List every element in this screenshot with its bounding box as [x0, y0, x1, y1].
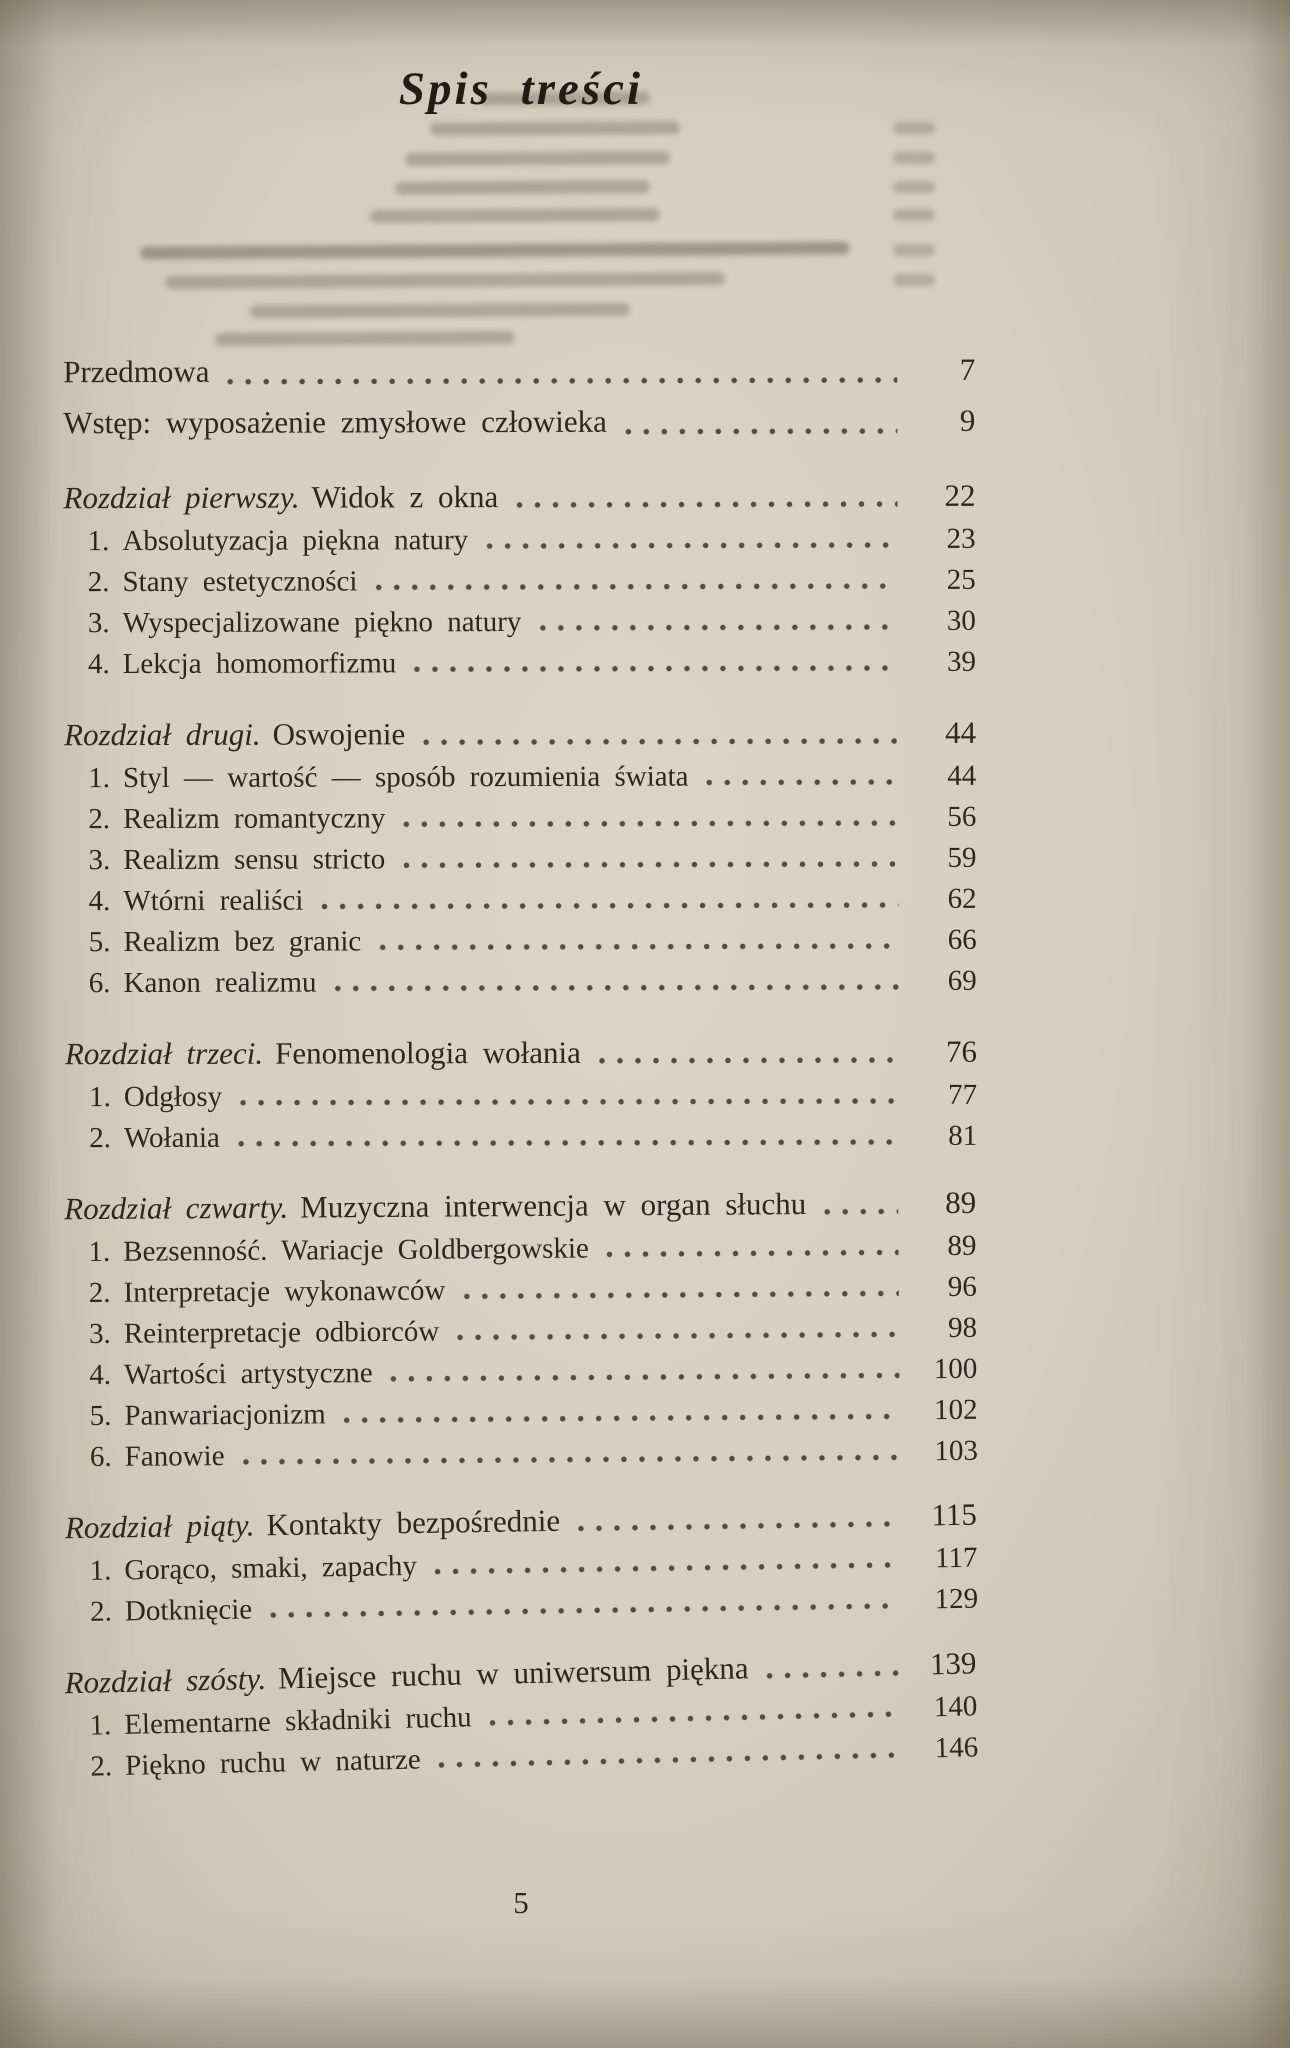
toc-chapter-section [65, 1492, 979, 1634]
toc-entry [64, 519, 976, 562]
toc-entry-label [90, 1436, 225, 1478]
toc-chapter-section [63, 473, 976, 685]
toc-entry-label [90, 1589, 253, 1632]
dot-leader [488, 1708, 900, 1729]
toc-entry-page: 102 [934, 1393, 978, 1427]
toc-entry [64, 756, 976, 799]
bleedthrough-line [215, 331, 515, 346]
chapter-prefix: Rozdział piąty. [64, 1507, 255, 1546]
item-number: 6. [89, 1440, 112, 1474]
bleedthrough-line [893, 244, 935, 256]
dot-leader [765, 1667, 899, 1682]
toc-entry-page: 115 [931, 1496, 978, 1533]
toc-entry-page: 89 [945, 1184, 977, 1221]
toc-entry-label: Wstęp: wyposażenie zmysłowe człowieka [63, 403, 607, 441]
table-of-contents [63, 344, 979, 1788]
dot-leader [514, 498, 897, 511]
dot-leader [268, 1600, 900, 1621]
item-title: Gorąco, smaki, zapachy [124, 1549, 418, 1587]
toc-entry [64, 797, 976, 840]
toc-entry [65, 1116, 977, 1159]
bleedthrough-line [430, 121, 680, 136]
bleedthrough-line [893, 122, 935, 134]
toc-chapter-heading [64, 710, 976, 758]
toc-entry [65, 1349, 977, 1396]
toc-entry-page: 69 [947, 964, 977, 997]
item-number: 4. [88, 885, 111, 918]
toc-entry-label [88, 839, 385, 881]
toc-chapter-section [64, 710, 977, 1004]
bleedthrough-line [893, 274, 935, 286]
toc-entry-label [63, 474, 498, 521]
toc-entry [65, 1075, 977, 1118]
toc-entry-page: 117 [934, 1541, 978, 1575]
item-title: Fanowie [124, 1440, 225, 1473]
item-title: Wartości artystyczne [123, 1357, 373, 1391]
toc-chapter-heading [64, 1180, 976, 1232]
chapter-title: Widok z okna [311, 479, 499, 515]
bleedthrough-line [405, 151, 670, 166]
toc-entry [64, 560, 976, 603]
bleedthrough-line [395, 180, 650, 195]
item-number: 3. [88, 844, 111, 877]
item-title: Wyspecjalizowane piękno natury [122, 605, 522, 640]
item-title: Reinterpretacje odbiorców [123, 1315, 440, 1350]
toc-entry-label [89, 1077, 222, 1118]
item-number: 4. [89, 1358, 112, 1392]
toc-entry-page: 139 [929, 1645, 977, 1682]
item-title: Dotknięcie [124, 1593, 253, 1628]
dot-leader [373, 580, 897, 593]
item-title: Absolutyzacja piękna natury [122, 524, 469, 558]
bleedthrough-line [893, 181, 935, 193]
toc-entry [65, 920, 977, 963]
dot-leader [461, 1287, 898, 1302]
chapter-title: Kontakty bezpośrednie [266, 1502, 561, 1543]
item-number: 2. [88, 1276, 111, 1310]
dot-leader [236, 1136, 899, 1150]
toc-entry-label [65, 1030, 581, 1077]
toc-entry-label [88, 1229, 589, 1273]
toc-chapter-section [64, 1180, 978, 1478]
item-number: 3. [88, 1317, 111, 1351]
toc-entry-label [64, 711, 405, 758]
dot-leader [484, 539, 897, 552]
bleedthrough-line [165, 272, 725, 289]
toc-entry-label [89, 1312, 439, 1355]
item-number: 1. [87, 525, 110, 558]
bleedthrough-line [893, 152, 935, 164]
dot-leader [342, 1410, 900, 1426]
dot-leader [822, 1205, 898, 1218]
item-number: 5. [89, 1399, 112, 1433]
toc-entry [65, 961, 977, 1004]
page-title: Spis treści [398, 63, 644, 115]
toc-entry [64, 838, 976, 881]
toc-entry-page: 66 [947, 923, 977, 956]
dot-leader [401, 858, 898, 871]
toc-entry-page: 146 [934, 1731, 979, 1765]
dot-leader [412, 662, 898, 675]
toc-chapter-heading [65, 1029, 977, 1077]
bleedthrough-line [370, 208, 660, 223]
toc-chapter-section [64, 1640, 979, 1788]
item-number: 1. [88, 1235, 111, 1269]
item-title: Kanon realizmu [123, 966, 317, 1000]
toc-entry [64, 1226, 976, 1273]
toc-entry-label [88, 602, 522, 644]
toc-entry [65, 879, 977, 922]
dot-leader [333, 981, 899, 994]
chapter-title: Fenomenologia wołania [275, 1034, 581, 1071]
chapter-title: Miejsce ruchu w uniwersum piękna [277, 1650, 749, 1696]
toc-entry-label [89, 921, 362, 963]
dot-leader [597, 1054, 899, 1067]
item-number: 1. [89, 1081, 111, 1114]
toc-entry-page: 129 [934, 1582, 979, 1616]
item-number: 2. [87, 566, 110, 599]
toc-entry-label [89, 963, 317, 1005]
item-number: 2. [88, 803, 111, 836]
toc-entry-label [65, 1498, 561, 1551]
item-number: 1. [89, 1709, 112, 1742]
chapter-prefix: Rozdział czwarty. [64, 1189, 289, 1227]
item-title: Wołania [123, 1121, 220, 1155]
toc-entry [64, 601, 976, 644]
chapter-title: Oswojenie [272, 716, 406, 752]
dot-leader [377, 940, 898, 953]
toc-entry-page: 44 [945, 714, 977, 750]
toc-entry-label [88, 757, 688, 800]
toc-front-section [63, 344, 975, 448]
toc-entry-page: 23 [946, 522, 976, 555]
item-title: Stany estetyczności [122, 565, 358, 599]
dot-leader [226, 374, 898, 388]
dot-leader [433, 1559, 900, 1578]
toc-entry-page: 103 [934, 1434, 979, 1468]
toc-entry [65, 1267, 977, 1314]
toc-entry-page: 25 [946, 563, 976, 596]
toc-entry-label [90, 1739, 421, 1787]
toc-chapter-heading [63, 473, 975, 521]
toc-entry [63, 395, 975, 448]
toc-entry-page: 96 [947, 1270, 977, 1304]
toc-entry-label [89, 1546, 417, 1592]
item-title: Realizm sensu stricto [123, 843, 386, 877]
dot-leader [421, 735, 898, 748]
toc-entry-page: 22 [944, 477, 976, 513]
toc-entry-page: 56 [947, 800, 977, 833]
toc-entry-label [88, 520, 469, 562]
dot-leader [705, 776, 899, 789]
toc-entry-page: 98 [947, 1311, 978, 1345]
chapter-prefix: Rozdział drugi. [64, 716, 261, 753]
toc-entry-page: 59 [947, 841, 977, 874]
item-title: Lekcja homomorfizmu [122, 647, 397, 681]
toc-entry-page: 7 [959, 351, 976, 387]
toc-entry-page: 30 [946, 604, 976, 637]
item-number: 2. [89, 1122, 111, 1155]
toc-entry-page: 77 [948, 1078, 978, 1111]
bleedthrough-line [140, 242, 850, 260]
item-title: Panwariacjonizm [124, 1398, 326, 1432]
item-title: Realizm bez granic [123, 925, 362, 959]
dot-leader [576, 1518, 899, 1535]
toc-chapter-section [65, 1029, 977, 1159]
toc-entry-page: 9 [959, 402, 976, 438]
toc-entry-label [89, 1118, 220, 1159]
bleedthrough-line [250, 303, 630, 319]
toc-entry [65, 1308, 977, 1355]
chapter-prefix: Rozdział szósty. [64, 1660, 267, 1701]
item-number: 3. [87, 607, 110, 640]
toc-entry-label [90, 1394, 326, 1437]
toc-entry [66, 1390, 978, 1437]
item-number: 2. [90, 1750, 113, 1783]
item-title: Odgłosy [123, 1080, 223, 1114]
toc-entry-label [89, 1353, 373, 1396]
item-number: 4. [87, 648, 110, 681]
toc-entry-page: 140 [933, 1690, 978, 1724]
dot-leader [389, 1369, 900, 1385]
item-title: Realizm romantyczny [123, 802, 386, 836]
item-number: 2. [89, 1595, 113, 1628]
dot-leader [241, 1451, 900, 1468]
dot-leader [455, 1328, 899, 1343]
chapter-prefix: Rozdział trzeci. [64, 1035, 264, 1072]
toc-entry-label: Przedmowa [63, 353, 210, 390]
dot-leader [623, 425, 898, 438]
toc-entry-page: 81 [948, 1119, 978, 1152]
page-number: 5 [513, 1885, 529, 1920]
toc-entry [64, 642, 976, 685]
toc-entry-page: 76 [945, 1033, 978, 1069]
toc-entry-page: 62 [947, 882, 977, 915]
toc-entry-page: 89 [947, 1229, 977, 1263]
toc-entry-label [64, 1181, 806, 1232]
toc-entry-label [88, 798, 385, 840]
dot-leader [401, 817, 898, 830]
item-title: Styl — wartość — sposób rozumienia świata [122, 760, 689, 795]
toc-entry [63, 344, 975, 397]
item-number: 6. [88, 967, 111, 1000]
item-title: Interpretacje wykonawców [123, 1274, 446, 1309]
item-title: Wtórni realiści [123, 884, 304, 918]
toc-entry-label [89, 1271, 446, 1314]
item-title: Elementarne składniki ruchu [123, 1701, 472, 1741]
toc-entry [66, 1431, 978, 1478]
toc-entry-page: 39 [946, 645, 976, 678]
toc-entry-page: 100 [933, 1352, 978, 1386]
item-number: 1. [88, 762, 111, 795]
dot-leader [319, 899, 898, 913]
item-title: Piękno ruchu w naturze [124, 1743, 422, 1782]
dot-leader [537, 621, 897, 634]
chapter-title: Muzyczna interwencja w organ słuchu [300, 1186, 807, 1225]
item-number: 5. [88, 926, 111, 959]
toc-entry-page: 44 [947, 759, 977, 792]
chapter-prefix: Rozdział pierwszy. [63, 479, 300, 516]
bleedthrough-line [893, 209, 935, 221]
toc-entry-label [88, 561, 358, 603]
dot-leader [437, 1749, 901, 1771]
dot-leader [605, 1246, 899, 1260]
toc-entry-label [89, 881, 304, 923]
dot-leader [238, 1095, 899, 1109]
item-title: Bezsenność. Wariacje Goldbergowskie [123, 1232, 589, 1268]
item-number: 1. [89, 1554, 112, 1587]
toc-entry-label [88, 643, 396, 685]
